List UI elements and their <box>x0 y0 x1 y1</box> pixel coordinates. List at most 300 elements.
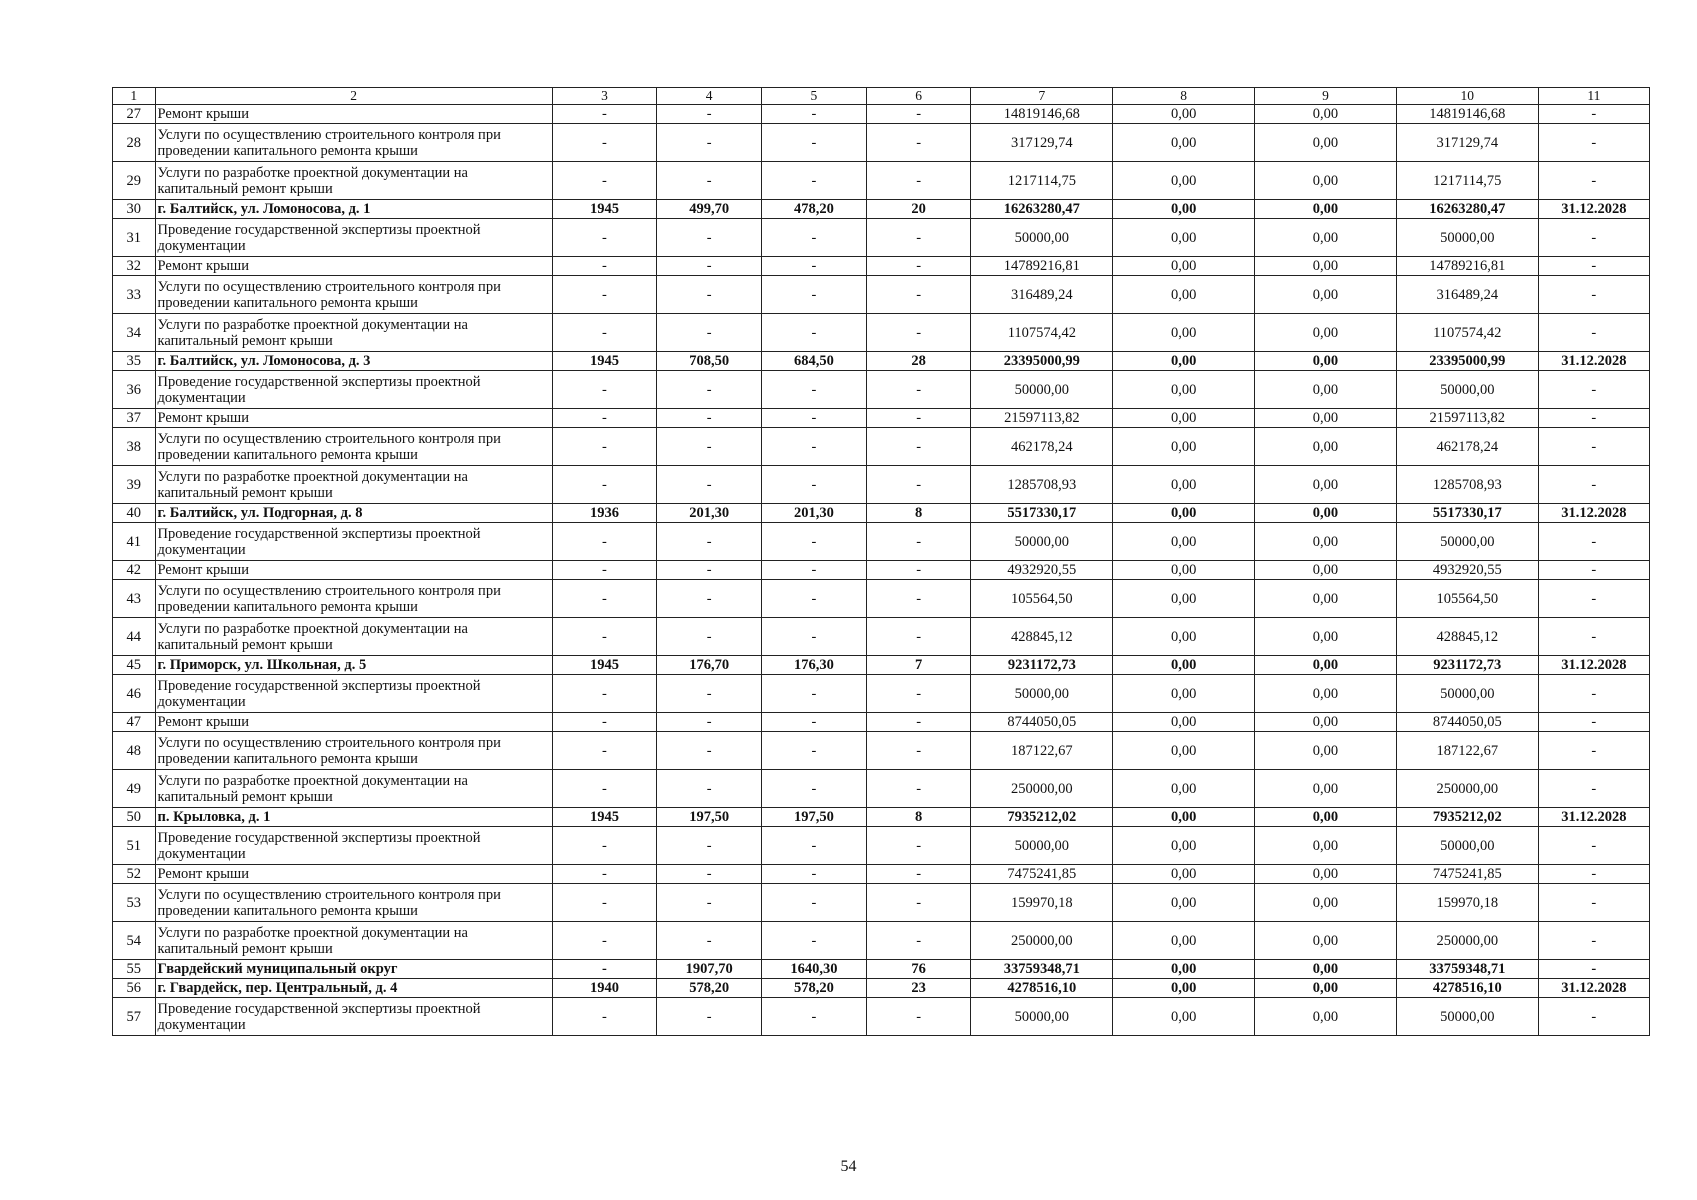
cell-row-number: 53 <box>113 884 156 922</box>
cell-residents: - <box>866 428 971 466</box>
cell-year: 1945 <box>552 656 657 675</box>
cell-item-name: п. Крыловка, д. 1 <box>155 808 552 827</box>
cell-row-number: 32 <box>113 257 156 276</box>
table-row <box>113 770 1650 808</box>
cell-area-total: - <box>657 561 762 580</box>
cell-cost-regional: 21597113,82 <box>1396 409 1538 428</box>
cell-cost-fund-a: 0,00 <box>1113 200 1255 219</box>
cell-item-name: Проведение государственной экспертизы проектной документации <box>155 523 552 561</box>
cell-area-living: - <box>762 884 867 922</box>
table-row <box>113 314 1650 352</box>
cell-cost-total: 16263280,47 <box>971 200 1113 219</box>
cell-item-name: Ремонт крыши <box>155 561 552 580</box>
cell-area-living: 1640,30 <box>762 960 867 979</box>
cell-deadline: - <box>1538 561 1649 580</box>
cell-area-living: 197,50 <box>762 808 867 827</box>
cell-cost-fund-b: 0,00 <box>1255 865 1397 884</box>
cell-year: - <box>552 561 657 580</box>
cell-row-number: 50 <box>113 808 156 827</box>
column-number-3: 3 <box>552 88 657 105</box>
cell-area-total: - <box>657 998 762 1036</box>
table-row <box>113 922 1650 960</box>
cell-area-living: - <box>762 219 867 257</box>
table-row <box>113 960 1650 979</box>
cell-area-total: 197,50 <box>657 808 762 827</box>
cell-area-total: - <box>657 371 762 409</box>
cell-cost-fund-a: 0,00 <box>1113 713 1255 732</box>
table-row <box>113 713 1650 732</box>
cell-cost-regional: 105564,50 <box>1396 580 1538 618</box>
cell-area-living: - <box>762 770 867 808</box>
cell-row-number: 41 <box>113 523 156 561</box>
cell-year: - <box>552 276 657 314</box>
cell-residents: - <box>866 713 971 732</box>
cell-item-name: Услуги по осуществлению строительного контроля при проведении капитального ремонта крыши <box>155 428 552 466</box>
cell-cost-fund-b: 0,00 <box>1255 314 1397 352</box>
cell-residents: - <box>866 276 971 314</box>
cell-deadline: - <box>1538 998 1649 1036</box>
cell-cost-total: 50000,00 <box>971 219 1113 257</box>
cell-area-total: - <box>657 618 762 656</box>
cell-cost-regional: 1107574,42 <box>1396 314 1538 352</box>
cell-area-living: - <box>762 314 867 352</box>
cell-year: - <box>552 827 657 865</box>
cell-year: 1945 <box>552 808 657 827</box>
cell-area-living: - <box>762 922 867 960</box>
cell-cost-total: 7935212,02 <box>971 808 1113 827</box>
cell-residents: 23 <box>866 979 971 998</box>
page-number: 54 <box>840 1158 857 1175</box>
cell-cost-fund-b: 0,00 <box>1255 675 1397 713</box>
cell-cost-regional: 14819146,68 <box>1396 105 1538 124</box>
cell-cost-fund-b: 0,00 <box>1255 618 1397 656</box>
cell-item-name: Услуги по разработке проектной документации на капитальный ремонт крыши <box>155 314 552 352</box>
cell-area-living: - <box>762 466 867 504</box>
cell-cost-fund-b: 0,00 <box>1255 884 1397 922</box>
cell-residents: - <box>866 409 971 428</box>
cell-row-number: 38 <box>113 428 156 466</box>
table-row <box>113 884 1650 922</box>
cell-cost-fund-a: 0,00 <box>1113 523 1255 561</box>
cell-cost-total: 317129,74 <box>971 124 1113 162</box>
cell-cost-fund-a: 0,00 <box>1113 960 1255 979</box>
cell-area-total: - <box>657 105 762 124</box>
cell-area-total: - <box>657 466 762 504</box>
cell-cost-fund-b: 0,00 <box>1255 162 1397 200</box>
cell-cost-total: 4278516,10 <box>971 979 1113 998</box>
cell-year: - <box>552 580 657 618</box>
cell-deadline: - <box>1538 770 1649 808</box>
cell-deadline: - <box>1538 827 1649 865</box>
column-number-7: 7 <box>971 88 1113 105</box>
cell-residents: - <box>866 732 971 770</box>
cell-residents: - <box>866 314 971 352</box>
cell-cost-total: 250000,00 <box>971 770 1113 808</box>
cell-cost-regional: 23395000,99 <box>1396 352 1538 371</box>
cell-cost-total: 4932920,55 <box>971 561 1113 580</box>
cell-item-name: Услуги по осуществлению строительного контроля при проведении капитального ремонта крыши <box>155 580 552 618</box>
cell-cost-regional: 50000,00 <box>1396 371 1538 409</box>
cell-residents: - <box>866 580 971 618</box>
cell-area-living: - <box>762 827 867 865</box>
cell-year: - <box>552 770 657 808</box>
cell-item-name: г. Балтийск, ул. Ломоносова, д. 1 <box>155 200 552 219</box>
cell-area-total: 1907,70 <box>657 960 762 979</box>
cell-cost-fund-a: 0,00 <box>1113 352 1255 371</box>
table-row <box>113 808 1650 827</box>
cell-residents: 8 <box>866 808 971 827</box>
cell-year: - <box>552 466 657 504</box>
cell-cost-fund-a: 0,00 <box>1113 827 1255 865</box>
cell-cost-fund-b: 0,00 <box>1255 409 1397 428</box>
cell-cost-total: 159970,18 <box>971 884 1113 922</box>
cell-cost-fund-a: 0,00 <box>1113 998 1255 1036</box>
cell-row-number: 49 <box>113 770 156 808</box>
column-number-5: 5 <box>762 88 867 105</box>
cell-row-number: 34 <box>113 314 156 352</box>
cell-cost-fund-b: 0,00 <box>1255 770 1397 808</box>
cell-cost-total: 1285708,93 <box>971 466 1113 504</box>
cell-row-number: 33 <box>113 276 156 314</box>
cell-item-name: Услуги по осуществлению строительного контроля при проведении капитального ремонта крыши <box>155 732 552 770</box>
cell-cost-fund-b: 0,00 <box>1255 979 1397 998</box>
cell-row-number: 42 <box>113 561 156 580</box>
cell-area-living: - <box>762 675 867 713</box>
column-number-4: 4 <box>657 88 762 105</box>
cell-area-living: - <box>762 865 867 884</box>
cell-row-number: 56 <box>113 979 156 998</box>
cell-cost-fund-b: 0,00 <box>1255 257 1397 276</box>
cell-residents: - <box>866 922 971 960</box>
cell-deadline: - <box>1538 523 1649 561</box>
cell-cost-total: 7475241,85 <box>971 865 1113 884</box>
table-row <box>113 124 1650 162</box>
cell-cost-fund-b: 0,00 <box>1255 352 1397 371</box>
cell-deadline: - <box>1538 409 1649 428</box>
cell-residents: - <box>866 162 971 200</box>
cell-area-living: - <box>762 124 867 162</box>
column-number-1: 1 <box>113 88 156 105</box>
cell-year: - <box>552 713 657 732</box>
cell-row-number: 44 <box>113 618 156 656</box>
cell-deadline: 31.12.2028 <box>1538 504 1649 523</box>
cell-area-living: - <box>762 618 867 656</box>
cell-cost-total: 50000,00 <box>971 675 1113 713</box>
table-row <box>113 409 1650 428</box>
cell-area-living: - <box>762 523 867 561</box>
cell-cost-total: 1107574,42 <box>971 314 1113 352</box>
cell-year: 1940 <box>552 979 657 998</box>
cell-cost-regional: 187122,67 <box>1396 732 1538 770</box>
cell-cost-fund-a: 0,00 <box>1113 409 1255 428</box>
table-row <box>113 998 1650 1036</box>
cell-cost-fund-a: 0,00 <box>1113 504 1255 523</box>
cell-cost-regional: 7935212,02 <box>1396 808 1538 827</box>
cell-residents: - <box>866 219 971 257</box>
table-row <box>113 675 1650 713</box>
table-row <box>113 428 1650 466</box>
cell-item-name: Проведение государственной экспертизы проектной документации <box>155 998 552 1036</box>
cell-deadline: 31.12.2028 <box>1538 200 1649 219</box>
cell-year: - <box>552 162 657 200</box>
cell-deadline: 31.12.2028 <box>1538 979 1649 998</box>
cell-cost-fund-a: 0,00 <box>1113 580 1255 618</box>
cell-area-living: 478,20 <box>762 200 867 219</box>
cell-residents: - <box>866 675 971 713</box>
cell-cost-regional: 50000,00 <box>1396 998 1538 1036</box>
cell-cost-fund-b: 0,00 <box>1255 276 1397 314</box>
cell-cost-regional: 50000,00 <box>1396 827 1538 865</box>
column-number-11: 11 <box>1538 88 1649 105</box>
header-row <box>113 88 1650 105</box>
cell-year: - <box>552 105 657 124</box>
cell-cost-total: 9231172,73 <box>971 656 1113 675</box>
cell-cost-regional: 33759348,71 <box>1396 960 1538 979</box>
cell-cost-regional: 316489,24 <box>1396 276 1538 314</box>
cell-residents: - <box>866 561 971 580</box>
cell-area-living: - <box>762 428 867 466</box>
cell-year: 1945 <box>552 200 657 219</box>
cell-cost-regional: 462178,24 <box>1396 428 1538 466</box>
cell-row-number: 43 <box>113 580 156 618</box>
cell-cost-fund-a: 0,00 <box>1113 105 1255 124</box>
cell-cost-fund-b: 0,00 <box>1255 124 1397 162</box>
cell-cost-fund-b: 0,00 <box>1255 998 1397 1036</box>
cell-item-name: Ремонт крыши <box>155 409 552 428</box>
cell-cost-fund-b: 0,00 <box>1255 580 1397 618</box>
table-row <box>113 523 1650 561</box>
cell-cost-total: 50000,00 <box>971 998 1113 1036</box>
cell-year: - <box>552 960 657 979</box>
cell-area-total: - <box>657 257 762 276</box>
cell-cost-fund-b: 0,00 <box>1255 200 1397 219</box>
cell-cost-fund-a: 0,00 <box>1113 770 1255 808</box>
cell-area-living: 684,50 <box>762 352 867 371</box>
cell-year: - <box>552 922 657 960</box>
cell-year: - <box>552 124 657 162</box>
table-row <box>113 618 1650 656</box>
cell-row-number: 28 <box>113 124 156 162</box>
cell-cost-total: 50000,00 <box>971 371 1113 409</box>
cell-row-number: 52 <box>113 865 156 884</box>
cell-area-living: - <box>762 257 867 276</box>
cell-deadline: - <box>1538 428 1649 466</box>
cell-cost-fund-b: 0,00 <box>1255 219 1397 257</box>
column-number-8: 8 <box>1113 88 1255 105</box>
cell-cost-fund-b: 0,00 <box>1255 656 1397 675</box>
cell-residents: - <box>866 371 971 409</box>
cell-residents: 8 <box>866 504 971 523</box>
cell-cost-regional: 7475241,85 <box>1396 865 1538 884</box>
cell-row-number: 29 <box>113 162 156 200</box>
cell-area-total: - <box>657 314 762 352</box>
table-row <box>113 257 1650 276</box>
cell-area-living: - <box>762 371 867 409</box>
cell-area-total: - <box>657 713 762 732</box>
cell-item-name: Услуги по разработке проектной документации на капитальный ремонт крыши <box>155 922 552 960</box>
cell-cost-total: 187122,67 <box>971 732 1113 770</box>
cell-cost-fund-a: 0,00 <box>1113 884 1255 922</box>
cell-cost-fund-b: 0,00 <box>1255 504 1397 523</box>
cell-item-name: Ремонт крыши <box>155 713 552 732</box>
cell-area-total: 499,70 <box>657 200 762 219</box>
cell-residents: - <box>866 865 971 884</box>
table-row <box>113 162 1650 200</box>
cell-area-living: 176,30 <box>762 656 867 675</box>
cell-cost-total: 8744050,05 <box>971 713 1113 732</box>
cell-year: - <box>552 257 657 276</box>
cell-area-total: 708,50 <box>657 352 762 371</box>
cell-area-living: - <box>762 713 867 732</box>
cell-area-living: - <box>762 732 867 770</box>
cell-area-living: - <box>762 409 867 428</box>
cell-deadline: - <box>1538 922 1649 960</box>
cell-deadline: - <box>1538 675 1649 713</box>
cell-cost-regional: 250000,00 <box>1396 770 1538 808</box>
cell-cost-regional: 14789216,81 <box>1396 257 1538 276</box>
table-row <box>113 352 1650 371</box>
cell-area-total: - <box>657 580 762 618</box>
cell-row-number: 51 <box>113 827 156 865</box>
table-row <box>113 105 1650 124</box>
cell-cost-fund-a: 0,00 <box>1113 618 1255 656</box>
cell-cost-regional: 317129,74 <box>1396 124 1538 162</box>
cell-cost-fund-b: 0,00 <box>1255 713 1397 732</box>
cell-deadline: - <box>1538 960 1649 979</box>
table-row <box>113 827 1650 865</box>
cell-cost-fund-b: 0,00 <box>1255 428 1397 466</box>
cell-deadline: - <box>1538 466 1649 504</box>
cell-cost-total: 33759348,71 <box>971 960 1113 979</box>
cell-cost-total: 23395000,99 <box>971 352 1113 371</box>
cell-year: - <box>552 523 657 561</box>
table-row <box>113 865 1650 884</box>
table-row <box>113 732 1650 770</box>
cell-cost-fund-b: 0,00 <box>1255 732 1397 770</box>
cell-cost-total: 462178,24 <box>971 428 1113 466</box>
cell-residents: 7 <box>866 656 971 675</box>
cell-row-number: 37 <box>113 409 156 428</box>
table-row <box>113 656 1650 675</box>
table-row <box>113 371 1650 409</box>
cell-deadline: - <box>1538 618 1649 656</box>
cell-cost-fund-b: 0,00 <box>1255 960 1397 979</box>
cell-residents: - <box>866 618 971 656</box>
column-number-6: 6 <box>866 88 971 105</box>
cell-residents: - <box>866 523 971 561</box>
cell-year: - <box>552 409 657 428</box>
cell-deadline: - <box>1538 257 1649 276</box>
cell-year: - <box>552 998 657 1036</box>
cell-area-total: 201,30 <box>657 504 762 523</box>
cell-cost-regional: 5517330,17 <box>1396 504 1538 523</box>
cell-area-total: - <box>657 922 762 960</box>
cell-cost-fund-a: 0,00 <box>1113 561 1255 580</box>
cell-area-total: - <box>657 219 762 257</box>
cell-year: - <box>552 314 657 352</box>
cell-item-name: г. Балтийск, ул. Ломоносова, д. 3 <box>155 352 552 371</box>
cell-row-number: 30 <box>113 200 156 219</box>
cell-area-total: - <box>657 884 762 922</box>
cell-row-number: 40 <box>113 504 156 523</box>
cell-year: - <box>552 732 657 770</box>
cell-area-total: 578,20 <box>657 979 762 998</box>
cell-item-name: Ремонт крыши <box>155 257 552 276</box>
column-number-9: 9 <box>1255 88 1397 105</box>
cell-cost-total: 105564,50 <box>971 580 1113 618</box>
cell-area-living: 578,20 <box>762 979 867 998</box>
cell-cost-total: 21597113,82 <box>971 409 1113 428</box>
cell-residents: - <box>866 998 971 1036</box>
cell-cost-total: 316489,24 <box>971 276 1113 314</box>
table-row <box>113 466 1650 504</box>
cell-item-name: г. Приморск, ул. Школьная, д. 5 <box>155 656 552 675</box>
cell-area-living: - <box>762 162 867 200</box>
cell-cost-fund-a: 0,00 <box>1113 865 1255 884</box>
cell-area-total: - <box>657 675 762 713</box>
cell-deadline: - <box>1538 371 1649 409</box>
table-row <box>113 979 1650 998</box>
cell-item-name: Услуги по осуществлению строительного контроля при проведении капитального ремонта крыши <box>155 276 552 314</box>
column-number-10: 10 <box>1396 88 1538 105</box>
cell-cost-fund-b: 0,00 <box>1255 827 1397 865</box>
cell-area-total: - <box>657 827 762 865</box>
cell-cost-fund-a: 0,00 <box>1113 276 1255 314</box>
cell-cost-regional: 9231172,73 <box>1396 656 1538 675</box>
cell-cost-total: 1217114,75 <box>971 162 1113 200</box>
cell-row-number: 57 <box>113 998 156 1036</box>
cell-residents: - <box>866 884 971 922</box>
cell-cost-fund-b: 0,00 <box>1255 105 1397 124</box>
cell-residents: - <box>866 124 971 162</box>
cell-cost-fund-a: 0,00 <box>1113 675 1255 713</box>
cell-cost-fund-b: 0,00 <box>1255 808 1397 827</box>
cell-residents: - <box>866 257 971 276</box>
cell-area-total: - <box>657 770 762 808</box>
cell-cost-regional: 428845,12 <box>1396 618 1538 656</box>
cell-row-number: 35 <box>113 352 156 371</box>
cell-year: - <box>552 371 657 409</box>
cell-year: - <box>552 884 657 922</box>
cell-deadline: - <box>1538 713 1649 732</box>
cell-row-number: 48 <box>113 732 156 770</box>
cell-cost-total: 5517330,17 <box>971 504 1113 523</box>
cell-cost-regional: 50000,00 <box>1396 523 1538 561</box>
cell-item-name: Гвардейский муниципальный округ <box>155 960 552 979</box>
table-row <box>113 276 1650 314</box>
cell-cost-fund-a: 0,00 <box>1113 656 1255 675</box>
cell-residents: - <box>866 105 971 124</box>
cell-cost-total: 50000,00 <box>971 523 1113 561</box>
cell-residents: - <box>866 827 971 865</box>
cell-item-name: Ремонт крыши <box>155 105 552 124</box>
cell-cost-fund-a: 0,00 <box>1113 979 1255 998</box>
cell-cost-fund-a: 0,00 <box>1113 314 1255 352</box>
cell-deadline: - <box>1538 162 1649 200</box>
cell-year: - <box>552 219 657 257</box>
cell-year: - <box>552 675 657 713</box>
cell-row-number: 55 <box>113 960 156 979</box>
cell-item-name: Услуги по разработке проектной документации на капитальный ремонт крыши <box>155 466 552 504</box>
cell-row-number: 31 <box>113 219 156 257</box>
cell-area-living: - <box>762 105 867 124</box>
cell-deadline: - <box>1538 865 1649 884</box>
cell-cost-fund-b: 0,00 <box>1255 523 1397 561</box>
cell-area-total: - <box>657 276 762 314</box>
cell-item-name: г. Балтийск, ул. Подгорная, д. 8 <box>155 504 552 523</box>
cell-deadline: 31.12.2028 <box>1538 352 1649 371</box>
cell-area-total: - <box>657 428 762 466</box>
